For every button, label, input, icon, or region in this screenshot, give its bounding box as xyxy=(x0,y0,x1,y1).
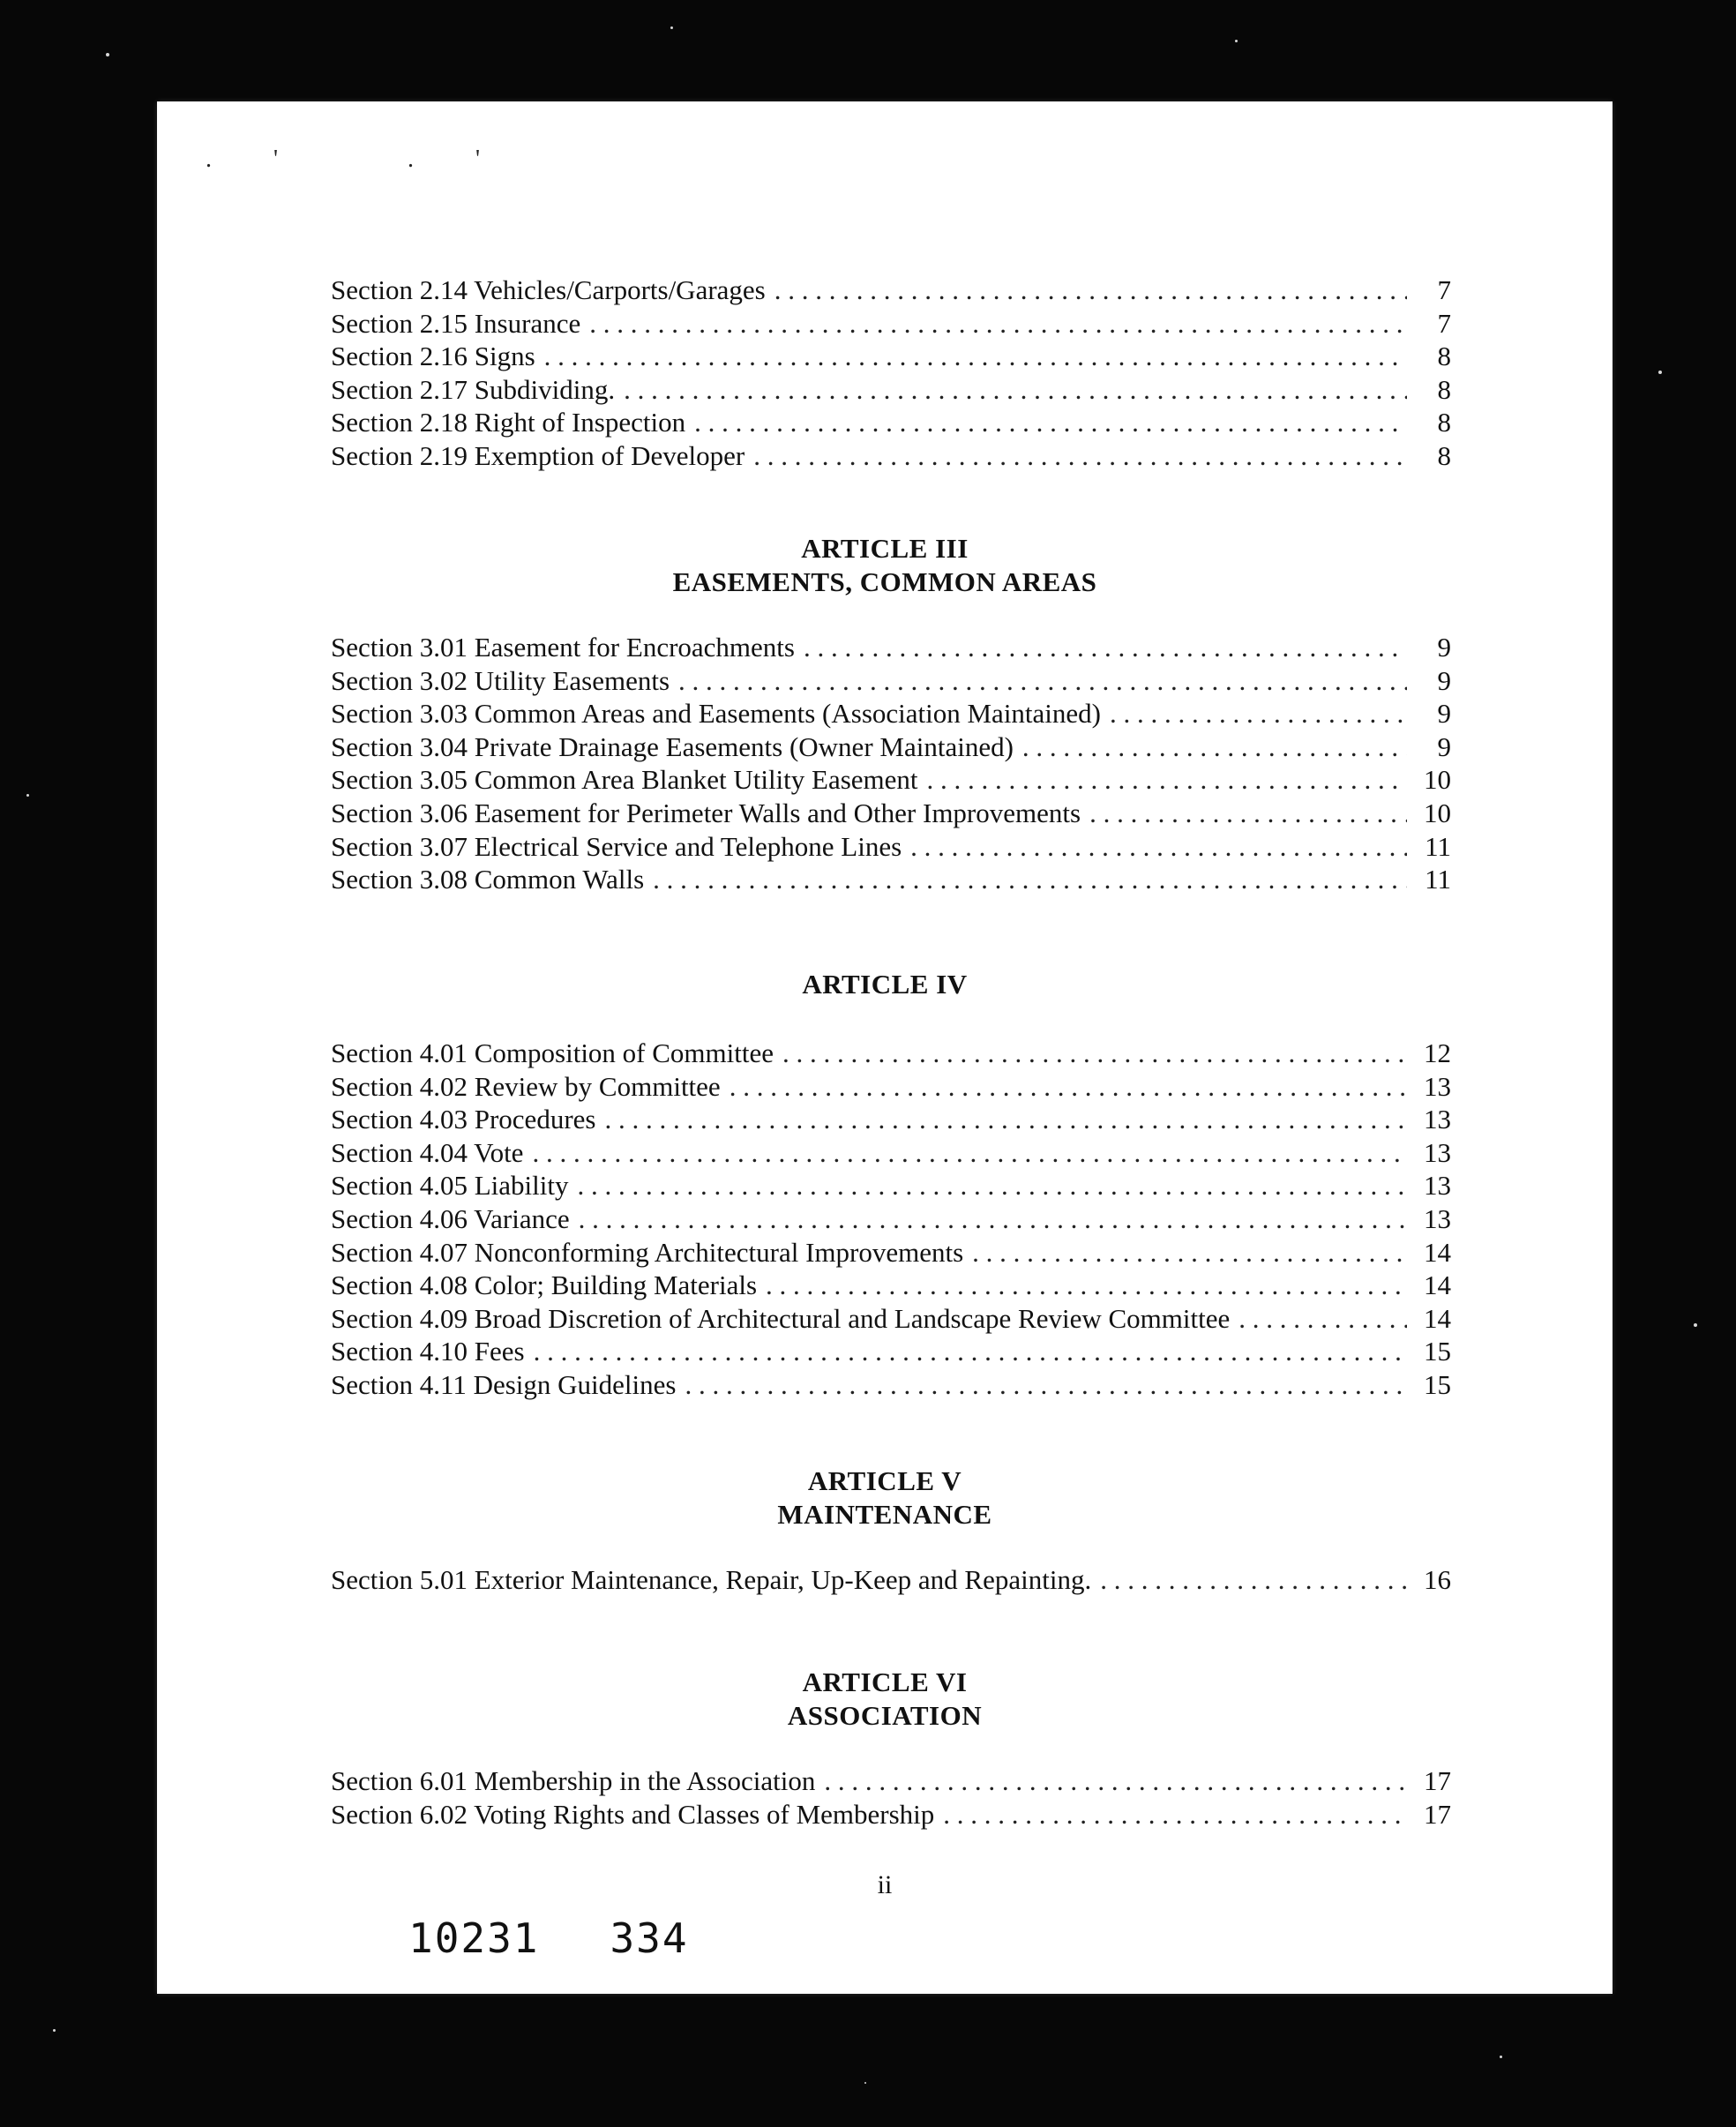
corner-marks: .' .' xyxy=(206,146,542,173)
toc-entry-page: 8 xyxy=(1437,341,1451,372)
dot-leader xyxy=(910,830,1407,864)
toc-entry-label: Section 4.02 Review by Committee xyxy=(331,1070,721,1102)
toc-entry-page: 9 xyxy=(1437,664,1451,696)
scan-speck xyxy=(864,2082,866,2084)
toc-entry-label: Section 5.01 Exterior Maintenance, Repair, Up-Keep and Repainting. xyxy=(331,1564,1092,1595)
toc-entry xyxy=(331,830,1451,864)
article-title: ARTICLE V xyxy=(807,1465,962,1496)
toc-entry-label: Section 2.15 Insurance xyxy=(331,307,581,339)
dot-leader xyxy=(753,439,1407,473)
toc-entry-page: 8 xyxy=(1437,407,1451,438)
toc-entry xyxy=(331,1202,1451,1236)
toc-entry xyxy=(331,1798,1451,1831)
scan-speck xyxy=(1694,1323,1697,1327)
toc-entry-page: 10 xyxy=(1424,764,1451,796)
scan-speck xyxy=(1235,40,1238,42)
toc-entry xyxy=(331,1269,1451,1302)
toc-entry-page: 7 xyxy=(1437,274,1451,305)
toc-entry-label: Section 3.05 Common Area Blanket Utility Easement xyxy=(331,764,918,796)
dot-leader xyxy=(589,307,1407,341)
toc-section-list xyxy=(331,631,1451,896)
toc-entry xyxy=(331,664,1451,698)
toc-entry-page: 14 xyxy=(1424,1269,1451,1301)
toc-entry-label: Section 4.10 Fees xyxy=(331,1336,525,1367)
toc-entry-label: Section 4.03 Procedures xyxy=(331,1104,596,1135)
dot-leader xyxy=(685,1368,1407,1402)
scan-speck xyxy=(670,26,673,29)
toc-entry-page: 13 xyxy=(1424,1202,1451,1234)
dot-leader xyxy=(678,664,1407,698)
article-heading xyxy=(157,1464,1613,1532)
stamp-part: 10231 xyxy=(408,1914,540,1962)
toc-entry-label: Section 4.09 Broad Discretion of Architectural and Landscape Review Committee xyxy=(331,1302,1231,1334)
toc-entry xyxy=(331,340,1451,373)
toc-entry-page: 9 xyxy=(1437,698,1451,730)
toc-entry xyxy=(331,406,1451,439)
toc-section-list xyxy=(331,1037,1451,1402)
dot-leader xyxy=(1022,730,1407,764)
toc-entry-page: 13 xyxy=(1424,1104,1451,1135)
dot-leader xyxy=(604,1103,1407,1136)
dot-leader xyxy=(544,340,1407,373)
toc-entry-page: 8 xyxy=(1437,439,1451,471)
toc-entry-label: Section 2.14 Vehicles/Carports/Garages xyxy=(331,274,766,305)
scanned-page xyxy=(157,101,1613,1994)
toc-section-list xyxy=(331,1563,1451,1597)
toc-entry-page: 16 xyxy=(1424,1564,1451,1595)
toc-entry-label: Section 3.04 Private Drainage Easements (Owner Maintained) xyxy=(331,730,1014,762)
article-heading xyxy=(157,532,1613,599)
toc-entry-page: 13 xyxy=(1424,1070,1451,1102)
toc-entry-label: Section 4.05 Liability xyxy=(331,1170,569,1202)
dot-leader xyxy=(578,1169,1408,1202)
toc-entry xyxy=(331,1070,1451,1104)
toc-entry xyxy=(331,863,1451,896)
dot-leader xyxy=(694,406,1407,439)
toc-entry-page: 9 xyxy=(1437,632,1451,663)
article-heading xyxy=(157,1666,1613,1733)
toc-entry-page: 14 xyxy=(1424,1236,1451,1268)
toc-entry-label: Section 3.02 Utility Easements xyxy=(331,664,670,696)
stamp-part: 334 xyxy=(610,1914,689,1962)
dot-leader xyxy=(782,1037,1407,1070)
article-title: ARTICLE IV xyxy=(802,969,968,1000)
dot-leader xyxy=(972,1236,1407,1269)
toc-entry-label: Section 6.02 Voting Rights and Classes of Membership xyxy=(331,1798,935,1830)
scan-speck xyxy=(106,53,109,56)
toc-entry xyxy=(331,1236,1451,1269)
toc-entry xyxy=(331,1368,1451,1402)
toc-entry-label: Section 4.11 Design Guidelines xyxy=(331,1368,677,1400)
toc-entry-page: 13 xyxy=(1424,1136,1451,1168)
toc-entry-page: 15 xyxy=(1424,1336,1451,1367)
toc-entry xyxy=(331,1764,1451,1798)
toc-entry-label: Section 4.04 Vote xyxy=(331,1136,524,1168)
toc-entry xyxy=(331,763,1451,797)
dot-leader xyxy=(532,1136,1407,1170)
toc-entry-page: 17 xyxy=(1424,1765,1451,1796)
toc-entry-page: 8 xyxy=(1437,373,1451,405)
toc-entry-page: 12 xyxy=(1424,1037,1451,1068)
toc-entry-page: 15 xyxy=(1424,1368,1451,1400)
toc-entry-label: Section 2.19 Exemption of Developer xyxy=(331,439,745,471)
article-subtitle: EASEMENTS, COMMON AREAS xyxy=(672,566,1097,597)
toc-entry-page: 9 xyxy=(1437,730,1451,762)
toc-entry-label: Section 3.01 Easement for Encroachments xyxy=(331,632,795,663)
toc-entry-page: 17 xyxy=(1424,1798,1451,1830)
dot-leader xyxy=(1110,697,1407,730)
toc-entry-page: 11 xyxy=(1425,830,1451,862)
scan-speck xyxy=(26,794,29,797)
toc-entry-label: Section 2.16 Signs xyxy=(331,341,535,372)
dot-leader xyxy=(730,1070,1407,1104)
article-title: ARTICLE VI xyxy=(802,1666,968,1697)
toc-entry xyxy=(331,273,1451,307)
toc-section-list xyxy=(331,273,1451,473)
toc-entry xyxy=(331,373,1451,407)
dot-leader xyxy=(624,373,1407,407)
toc-entry xyxy=(331,1103,1451,1136)
scan-speck xyxy=(53,2029,56,2032)
toc-entry-label: Section 3.03 Common Areas and Easements (Association Maintained) xyxy=(331,698,1101,730)
article-subtitle: MAINTENANCE xyxy=(777,1499,992,1530)
toc-entry-label: Section 3.06 Easement for Perimeter Walls and Other Improvements xyxy=(331,797,1081,828)
toc-entry-page: 7 xyxy=(1437,307,1451,339)
toc-entry-page: 11 xyxy=(1425,864,1451,895)
toc-entry-page: 13 xyxy=(1424,1170,1451,1202)
dot-leader xyxy=(774,273,1407,307)
scan-speck xyxy=(1500,2056,1502,2058)
dot-leader xyxy=(824,1764,1407,1798)
toc-entry xyxy=(331,697,1451,730)
dot-leader xyxy=(927,763,1407,797)
toc-entry-label: Section 3.08 Common Walls xyxy=(331,864,645,895)
dot-leader xyxy=(1089,797,1407,830)
dot-leader xyxy=(1100,1563,1407,1597)
toc-entry xyxy=(331,1169,1451,1202)
toc-entry-page: 10 xyxy=(1424,797,1451,828)
dot-leader xyxy=(579,1202,1407,1236)
toc-entry xyxy=(331,631,1451,664)
toc-entry-label: Section 4.07 Nonconforming Architectural Improvements xyxy=(331,1236,964,1268)
page-number: ii xyxy=(877,1870,893,1899)
toc-entry xyxy=(331,1037,1451,1070)
toc-section-list xyxy=(331,1764,1451,1831)
dot-leader xyxy=(943,1798,1407,1831)
article-heading xyxy=(157,968,1613,1001)
dot-leader xyxy=(1238,1302,1407,1336)
toc-entry-label: Section 4.06 Variance xyxy=(331,1202,570,1234)
toc-entry-page: 14 xyxy=(1424,1302,1451,1334)
dot-leader xyxy=(804,631,1407,664)
scan-speck xyxy=(1658,371,1662,374)
toc-entry-label: Section 3.07 Electrical Service and Telephone Lines xyxy=(331,830,902,862)
toc-entry-label: Section 4.08 Color; Building Materials xyxy=(331,1269,758,1301)
toc-entry xyxy=(331,1563,1451,1597)
toc-entry xyxy=(331,730,1451,764)
toc-entry-label: Section 2.17 Subdividing. xyxy=(331,373,616,405)
toc-entry-label: Section 6.01 Membership in the Association xyxy=(331,1765,816,1796)
toc-entry xyxy=(331,1302,1451,1336)
toc-entry xyxy=(331,1136,1451,1170)
toc-entry xyxy=(331,797,1451,830)
dot-leader xyxy=(534,1335,1407,1368)
toc-entry-label: Section 4.01 Composition of Committee xyxy=(331,1037,774,1068)
document-stamp xyxy=(408,1914,689,1962)
article-subtitle: ASSOCIATION xyxy=(787,1700,983,1731)
dot-leader xyxy=(766,1269,1407,1302)
toc-entry xyxy=(331,307,1451,341)
toc-entry-label: Section 2.18 Right of Inspection xyxy=(331,407,686,438)
toc-entry xyxy=(331,439,1451,473)
dot-leader xyxy=(653,863,1407,896)
article-title: ARTICLE III xyxy=(801,533,969,564)
toc-entry xyxy=(331,1335,1451,1368)
